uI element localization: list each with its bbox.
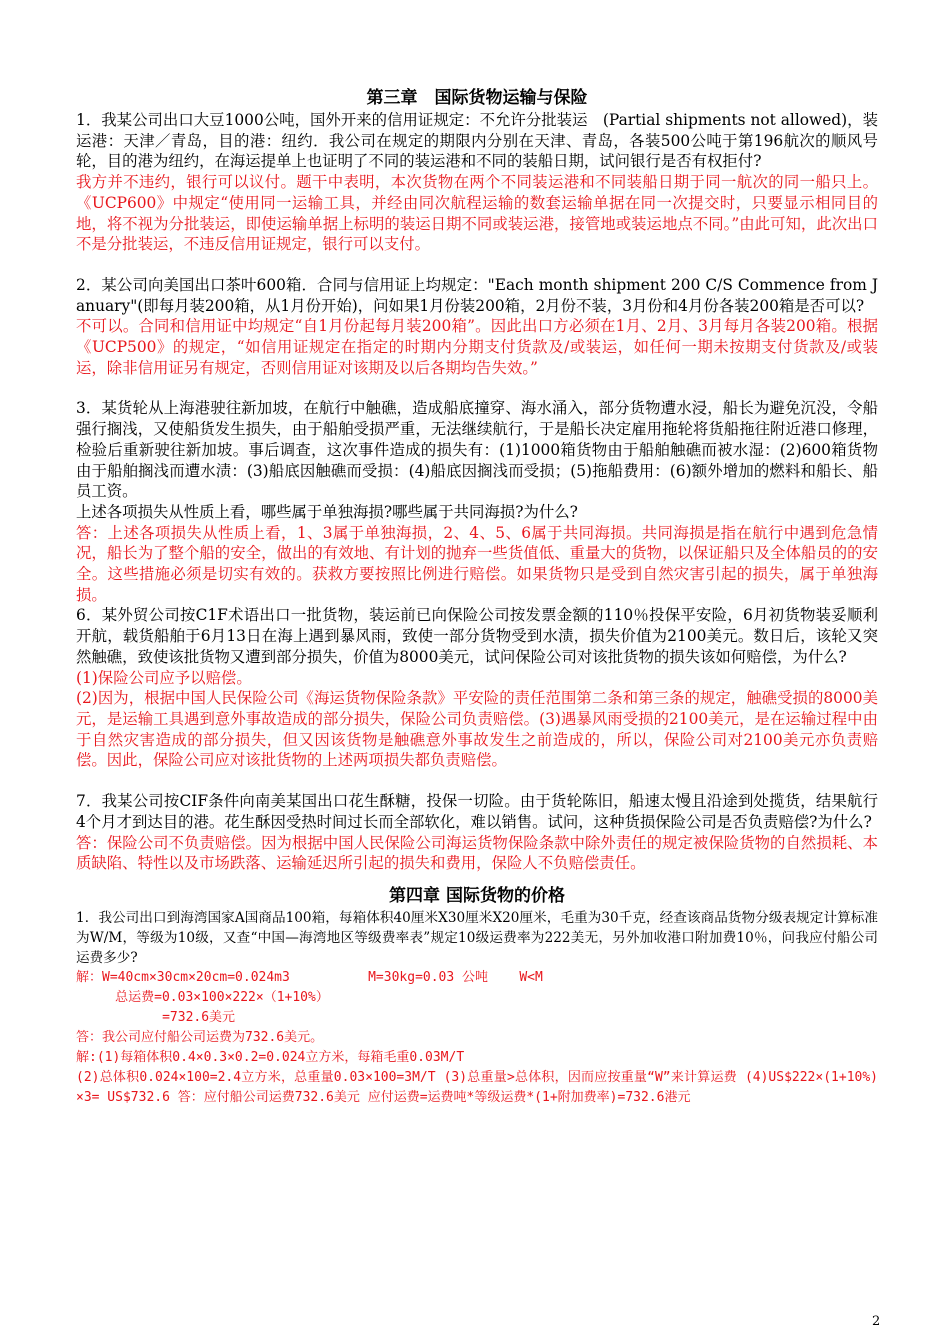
answer-3: 答：上述各项损失从性质上看，1、3属于单独海损，2、4、5、6属于共同海损。共同海损是指在航行中遇到危急情况，船长为了整个船的安全，做出的有效地、有计划的抛弃一些货值低、重量大的货物，以保证船只及全体船员的的安全。这些措施必须是切实有效的。获救方要按照比例进行赔偿。如果货物只是受到自然灾害引起的损失，属于单独海损。 bbox=[76, 523, 878, 604]
solution-line-2: 总运费=0.03×100×222×（1+10%） bbox=[76, 989, 329, 1005]
solution-line-5: 解:(1)每箱体积0.4×0.3×0.2=0.024立方米，每箱毛重0.03M/T bbox=[76, 1049, 465, 1065]
answer-2: 不可以。合同和信用证中均规定“自1月份起每月装200箱”。因此出口方必须在1月、2月、3月每月各装200箱。根据《UCP500》的规定，“如信用证规定在指定的时期内分期支付货款及/或装运，如任何一期未按期支付货款及/或装运，除非信用证另有规定，否则信用证对该期及以后各期均告失效。” bbox=[76, 317, 878, 377]
chapter4-question-1: 1．我公司出口到海湾国家A国商品100箱，每箱体积40厘米X30厘米X20厘米，毛重为30千克，经查该商品货物分级表规定计算标准为W/M，等级为10级，又查“中国—海湾地区等级费率表”规定10级运费率为222美无，另外加收港口附加费10％，问我应付船公司运费多少? bbox=[76, 909, 878, 966]
page-number: 2 bbox=[872, 1314, 881, 1329]
answer-6-part-1: (1)保险公司应予以赔偿。 bbox=[76, 668, 252, 687]
answer-6-part-2: (2)因为，根据中国人民保险公司《海运货物保险条款》平安险的责任范围第二条和第三条的规定，触礁受损的8000美元，是运输工具遇到意外事故造成的部分损失，保险公司负责赔偿。(3)遇暴风雨受损的2100美元，是在运输过程中由于自然灾害造成的部分损失，但又因该货物是触礁意外事故发生之前造成的，所以，保险公司对2100美元亦负责赔偿。因此，保险公司应对该批货物的上述两项损失都负责赔偿。 bbox=[76, 689, 878, 770]
answer-1: 我方并不违约，银行可以议付。题干中表明，本次货物在两个不同装运港和不同装船日期于同一航次的同一船只上。《UCP600》中规定“使用同一运输工具，并经由同次航程运输的数套运输单据在同一次提交时，只要显示相同目的地，将不视为分批装运，即使运输单据上标明的装运日期不同或装运港，接管地或装运地点不同。”由此可知，此次出口不是分批装运，不违反信用证规定，银行可以支付。 bbox=[76, 173, 878, 254]
solution-line-4: 答：我公司应付船公司运费为732.6美元。 bbox=[76, 1029, 324, 1045]
question-7: 7．我某公司按CIF条件向南美某国出口花生酥糖，投保一切险。由于货轮陈旧，船速太慢且沿途到处揽货，结果航行4个月才到达目的港。花生酥因受热时间过长而全部软化，难以销售。试问，这种货损保险公司是否负责赔偿?为什么? bbox=[76, 792, 878, 831]
question-6: 6．某外贸公司按C1F术语出口一批货物，装运前已向保险公司按发票金额的110％投保平安险，6月初货物装妥顺利开航，载货船舶于6月13日在海上遇到暴风雨，致使一部分货物受到水渍，损失价值为2100美元。数日后，该轮又突然触礁，致使该批货物又遭到部分损失，价值为8000美元，试问保险公司对该批货物的损失该如何赔偿，为什么? bbox=[76, 606, 878, 666]
question-1: 1．我某公司出口大豆1000公吨，国外开来的信用证规定：不允许分批装运 (Partial shipments not allowed)，装运港：天津／青岛，目的港：纽约．我公司在规定的期限内分别在天津、青岛，各装500公吨于第196航次的顺风号轮，目的港为纽约，在海运提单上也证明了不同的装运港和不同的装船日期，试问银行是否有权拒付? bbox=[76, 111, 878, 171]
solution-line-6: (2)总体积0.024×100=2.4立方米，总重量0.03×100=3M/T (3)总重量>总体积，因而应按重量“W”来计算运费 (4)US$222×(1+10%)×3= US$732.6 答：应付船公司运费732.6美元 应付运费=运费吨*等级运费*(1+附加费率)=732.6港元 bbox=[76, 1069, 878, 1105]
answer-7: 答：保险公司不负责赔偿。因为根据中国人民保险公司海运货物保险条款中除外责任的规定被保险货物的自然损耗、本质缺陷、特性以及市场跌落、运输延迟所引起的损失和费用，保险人不负赔偿责任。 bbox=[76, 833, 878, 873]
solution-line-1: 解：W=40cm×30cm×20cm=0.024m3 M=30kg=0.03 公吨 W<M bbox=[76, 969, 543, 985]
question-3-ask: 上述各项损失从性质上看，哪些属于单独海损?哪些属于共同海损?为什么? bbox=[76, 502, 578, 521]
document-page bbox=[76, 86, 878, 1108]
solution-line-3: =732.6美元 bbox=[76, 1009, 236, 1025]
chapter4-title: 第四章 国际货物的价格 bbox=[389, 885, 565, 906]
question-2: 2．某公司向美国出口茶叶600箱．合同与信用证上均规定："Each month shipment 200 C/S Commence from January"(即每月装200箱，从1月份开始)，问如果1月份装200箱，2月份不装，3月份和4月份各装200箱是否可以? bbox=[76, 275, 878, 315]
chapter3-title: 第三章 国际货物运输与保险 bbox=[366, 88, 588, 108]
question-3: 3．某货轮从上海港驶往新加坡，在航行中触礁，造成船底撞穿、海水涌入，部分货物遭水浸，船长为避免沉没，令船强行搁浅，又使船货发生损失，由于船舶受损严重，无法继续航行，于是船长决定雇用拖轮将货船拖往附近港口修理，检验后重新驶往新加坡。事后调查，这次事件造成的损失有：(1)1000箱货物由于船舶触礁而被水湿：(2)600箱货物由于船舶搁浅而遭水渍：(3)船底因触礁而受损：(4)船底因搁浅而受损；(5)拖船费用：(6)额外增加的燃料和船长、船员工资。 bbox=[76, 399, 878, 501]
